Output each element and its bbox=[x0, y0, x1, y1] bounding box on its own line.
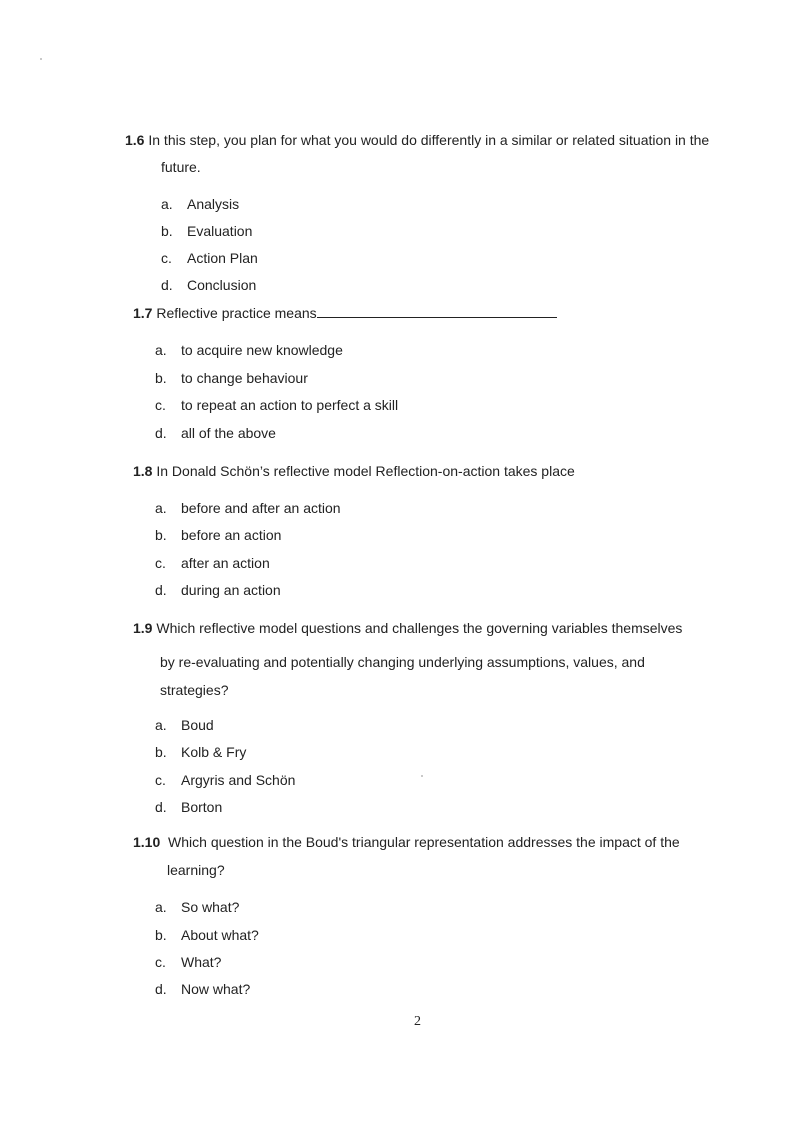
option-letter: d. bbox=[155, 425, 167, 441]
question-1-6 bbox=[125, 131, 709, 149]
question-1-7 bbox=[133, 304, 557, 322]
option-text: What? bbox=[181, 954, 222, 970]
option-b bbox=[155, 369, 308, 387]
option-b bbox=[161, 222, 252, 240]
option-d bbox=[161, 276, 256, 294]
option-letter: b. bbox=[155, 744, 167, 760]
question-1-9 bbox=[133, 619, 682, 637]
option-text: Kolb & Fry bbox=[181, 744, 247, 760]
option-c bbox=[155, 953, 221, 971]
option-b bbox=[155, 926, 259, 944]
option-letter: d. bbox=[155, 981, 167, 997]
option-d bbox=[155, 798, 222, 816]
option-text: Analysis bbox=[187, 196, 240, 212]
option-text: Borton bbox=[181, 799, 223, 815]
option-letter: a. bbox=[161, 196, 173, 212]
option-c bbox=[155, 771, 295, 789]
answer-blank bbox=[317, 304, 557, 318]
option-letter: c. bbox=[155, 555, 166, 571]
option-letter: a. bbox=[155, 717, 167, 733]
option-letter: c. bbox=[155, 772, 166, 788]
option-d bbox=[155, 980, 250, 998]
option-text: Argyris and Schön bbox=[181, 772, 296, 788]
question-text: In this step, you plan for what you would do differently in a similar or related situation in the bbox=[148, 132, 710, 148]
option-letter: c. bbox=[161, 250, 172, 266]
scan-speck bbox=[421, 775, 423, 777]
option-a bbox=[155, 716, 214, 734]
option-d bbox=[155, 581, 281, 599]
option-text: to change behaviour bbox=[181, 370, 308, 386]
option-letter: d. bbox=[155, 799, 167, 815]
question-number: 1.10 bbox=[133, 834, 161, 850]
question-text: Which question in the Boud's triangular representation addresses the impact of the bbox=[168, 834, 680, 850]
question-continuation: learning? bbox=[167, 862, 225, 878]
question-number: 1.7 bbox=[133, 305, 153, 321]
option-letter: b. bbox=[155, 527, 167, 543]
option-letter: c. bbox=[155, 397, 166, 413]
option-b bbox=[155, 743, 246, 761]
question-continuation: strategies? bbox=[160, 682, 229, 698]
option-text: Action Plan bbox=[187, 250, 258, 266]
scan-speck bbox=[40, 58, 42, 60]
option-a bbox=[155, 341, 343, 359]
option-text: after an action bbox=[181, 555, 270, 571]
option-text: Boud bbox=[181, 717, 214, 733]
question-text: Reflective practice means bbox=[156, 305, 317, 321]
option-c bbox=[155, 554, 270, 572]
option-d bbox=[155, 424, 276, 442]
question-1-8 bbox=[133, 462, 575, 480]
option-letter: a. bbox=[155, 342, 167, 358]
option-letter: a. bbox=[155, 500, 167, 516]
question-continuation: by re-evaluating and potentially changing underlying assumptions, values, and bbox=[160, 654, 645, 670]
page-number: 2 bbox=[414, 1014, 421, 1029]
option-letter: b. bbox=[155, 370, 167, 386]
option-c bbox=[161, 249, 258, 267]
option-text: Evaluation bbox=[187, 223, 253, 239]
option-letter: d. bbox=[161, 277, 173, 293]
option-letter: d. bbox=[155, 582, 167, 598]
option-text: all of the above bbox=[181, 425, 276, 441]
option-letter: a. bbox=[155, 899, 167, 915]
option-letter: b. bbox=[155, 927, 167, 943]
option-letter: b. bbox=[161, 223, 173, 239]
question-text: Which reflective model questions and challenges the governing variables themselves bbox=[156, 620, 683, 636]
option-text: So what? bbox=[181, 899, 240, 915]
option-a bbox=[155, 499, 341, 517]
question-number: 1.9 bbox=[133, 620, 153, 636]
option-a bbox=[161, 195, 239, 213]
option-text: to acquire new knowledge bbox=[181, 342, 343, 358]
option-letter: c. bbox=[155, 954, 166, 970]
option-c bbox=[155, 396, 398, 414]
question-1-10 bbox=[133, 833, 680, 851]
option-a bbox=[155, 898, 239, 916]
option-text: About what? bbox=[181, 927, 259, 943]
option-text: during an action bbox=[181, 582, 281, 598]
question-continuation: future. bbox=[161, 159, 201, 175]
option-text: to repeat an action to perfect a skill bbox=[181, 397, 399, 413]
question-number: 1.8 bbox=[133, 463, 153, 479]
option-text: before an action bbox=[181, 527, 282, 543]
question-text: In Donald Schön’s reflective model Reflection-on-action takes place bbox=[156, 463, 575, 479]
option-text: Now what? bbox=[181, 981, 251, 997]
option-text: before and after an action bbox=[181, 500, 341, 516]
option-text: Conclusion bbox=[187, 277, 257, 293]
option-b bbox=[155, 526, 281, 544]
question-number: 1.6 bbox=[125, 132, 145, 148]
